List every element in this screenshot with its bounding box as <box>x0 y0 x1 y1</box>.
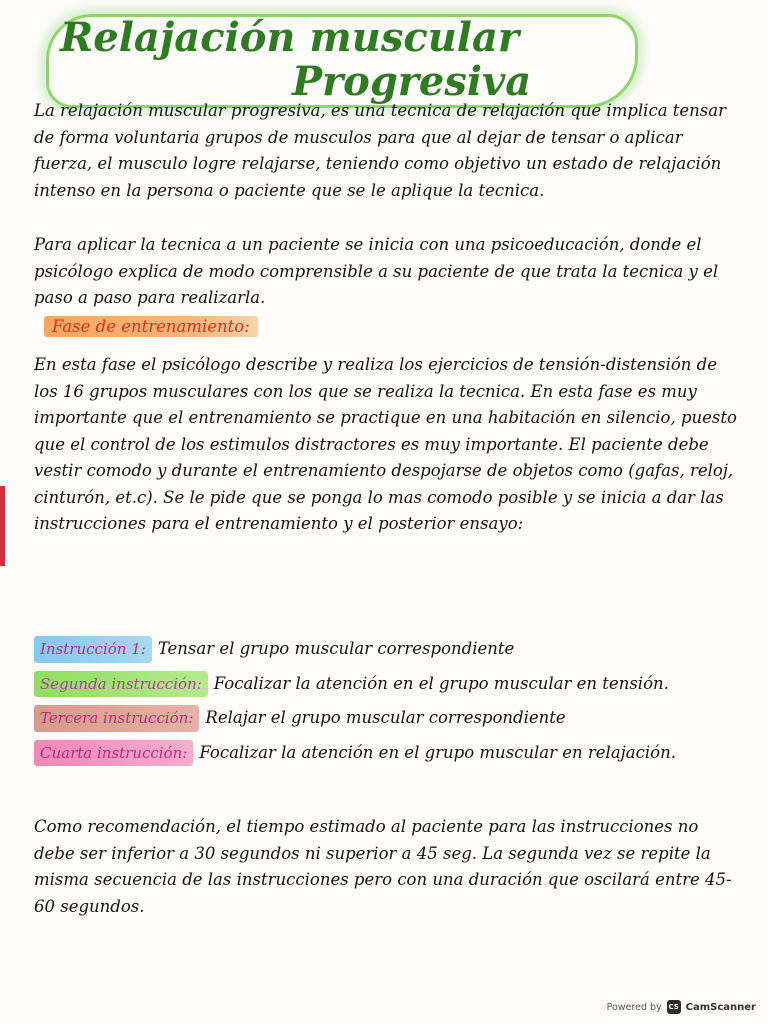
recommendation-paragraph: Como recomendación, el tiempo estimado al paciente para las instrucciones no debe ser inferior a 30 segundos ni superior a 45 seg. La segunda vez se repite la misma secuencia de las instrucciones pero con una duración que oscilará entre 45-60 segundos. <box>34 817 732 916</box>
instruction-item <box>34 705 740 732</box>
camscanner-icon: CS <box>667 1000 681 1014</box>
scanner-watermark <box>607 998 756 1016</box>
instruction-text: Focalizar la atención en el grupo muscular en tensión. <box>213 673 669 693</box>
page-title-line1: Relajación muscular <box>60 14 519 61</box>
powered-by-text: Powered by <box>606 1001 662 1013</box>
title-block <box>40 6 640 110</box>
page-edge-strip <box>0 486 5 566</box>
brand-name: CamScanner <box>685 1001 756 1013</box>
instruction-list <box>34 636 740 774</box>
intro-paragraph: La relajación muscular progresiva, es una tecnica de relajación que implica tensar de forma voluntaria grupos de musculos para que al dejar de tensar o aplicar fuerza, el musculo logre relajarse, teniendo como objetivo un estado de relajación intenso en la persona o paciente que se le aplique la tecnica. <box>34 101 726 200</box>
page-title-line2: Progresiva <box>292 58 532 105</box>
instruction-label: Cuarta instrucción: <box>34 740 193 767</box>
instruction-item <box>34 671 740 698</box>
phase-paragraph: En esta fase el psicólogo describe y realiza los ejercicios de tensión-distensión de los 16 grupos musculares con los que se realiza la tecnica. En esta fase es muy importante que el entrenamiento se practique en una habitación en silencio, puesto que el control de los estimulos distractores es muy importante. El paciente debe vestir comodo y durante el entrenamiento despojarse de objetos como (gafas, reloj, cinturón, et.c). Se le pide que se ponga lo mas comodo posible y se inicia a dar las instrucciones para el entrenamiento y el posterior ensayo: <box>34 355 737 533</box>
instruction-text: Focalizar la atención en el grupo muscular en relajación. <box>199 742 676 762</box>
instruction-item <box>34 636 740 663</box>
instruction-label: Tercera instrucción: <box>34 705 199 732</box>
apply-paragraph: Para aplicar la tecnica a un paciente se inicia con una psicoeducación, donde el psicólogo explica de modo comprensible a su paciente de que trata la tecnica y el paso a paso para realizarla. <box>34 235 719 307</box>
instruction-label: Segunda instrucción: <box>34 671 208 698</box>
instruction-text: Relajar el grupo muscular correspondiente <box>205 708 566 727</box>
phase-heading: Fase de entrenamiento: <box>44 316 258 337</box>
instruction-item <box>34 740 740 767</box>
instruction-label: Instrucción 1: <box>34 636 152 663</box>
instruction-text: Tensar el grupo muscular correspondiente <box>157 639 515 658</box>
